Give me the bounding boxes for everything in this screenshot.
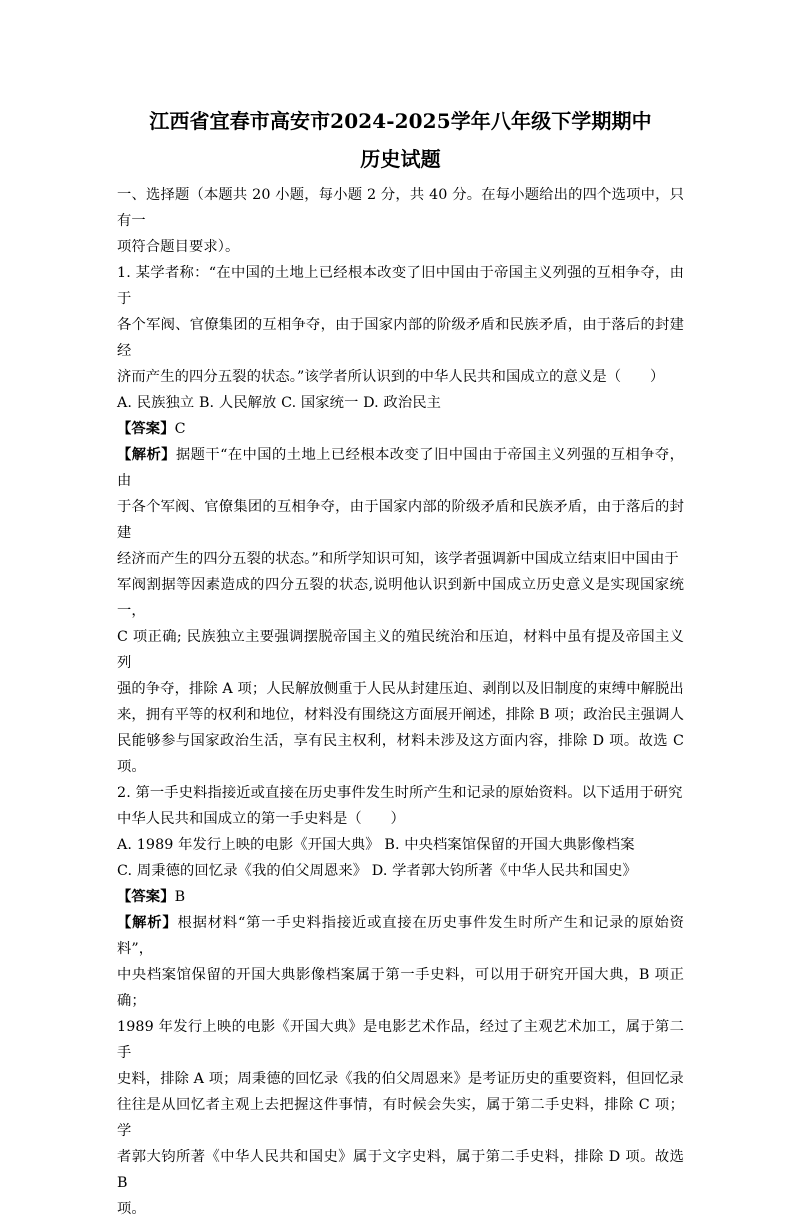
q2-answer-label: 【答案】 — [117, 889, 175, 905]
q1-analysis-line-7: 来，拥有平等的权利和地位，材料没有围绕这方面展开阐述，排除 B 项；政治民主强调人 — [117, 707, 684, 723]
q2-stem-line-2: 中华人民共和国成立的第一手史料是（ ） — [117, 811, 405, 827]
q2-analysis-label: 【解析】 — [117, 915, 178, 931]
q2-answer-value: B — [174, 889, 186, 905]
q2-analysis-line-4: 史料，排除 A 项；周秉德的回忆录《我的伯父周恩来》是考证历史的重要资料，但回忆录 — [117, 1071, 684, 1087]
q2-analysis-line-6: 者郭大钧所著《中华人民共和国史》属于文字史料，属于第二手史料，排除 D 项。故选 B — [117, 1149, 684, 1191]
q1-analysis-line-4: 军阀割据等因素造成的四分五裂的状态,说明他认识到新中国成立历史意义是实现国家统一， — [117, 577, 684, 619]
q1-analysis-text-1: 据题干“在中国的土地上已经根本改变了旧中国由于帝国主义列强的互相争夺，由 — [117, 447, 684, 489]
section-heading-line-1: 一、选择题（本题共 20 小题，每小题 2 分，共 40 分。在每小题给出的四个选项中，只有一 — [117, 187, 684, 229]
q1-analysis-line-1 — [117, 442, 684, 494]
title-line-1: 江西省宜春市高安市2024-2025学年八年级下学期期中 — [149, 109, 652, 133]
q1-stem-line-3: 济而产生的四分五裂的状态。”该学者所认识到的中华人民共和国成立的意义是（ ） — [117, 369, 665, 385]
q2-stem-line-1: 2. 第一手史料指接近或直接在历史事件发生时所产生和记录的原始资料。以下适用于研究 — [117, 785, 683, 801]
q2-analysis-text-1: 根据材料“第一手史料指接近或直接在历史事件发生时所产生和记录的原始资料”， — [117, 915, 684, 957]
q2-analysis-line-2: 中央档案馆保留的开国大典影像档案属于第一手史料，可以用于研究开国大典，B 项正确； — [117, 967, 684, 1009]
q2-analysis-line-3: 1989 年发行上映的电影《开国大典》是电影艺术作品，经过了主观艺术加工，属于第二手 — [117, 1019, 684, 1061]
q2-options-line-2: C. 周秉德的回忆录《我的伯父周恩来》 D. 学者郭大钧所著《中华人民共和国史》 — [117, 863, 637, 879]
q1-options: A. 民族独立 B. 人民解放 C. 国家统一 D. 政治民主 — [117, 395, 442, 411]
q1-analysis-line-8: 民能够参与国家政治生活，享有民主权利，材料未涉及这方面内容，排除 D 项。故选 C 项。 — [117, 733, 684, 775]
q1-analysis-line-3: 经济而产生的四分五裂的状态。”和所学知识可知，该学者强调新中国成立结束旧中国由于 — [117, 551, 679, 567]
q1-answer-value: C — [174, 421, 186, 437]
q1-answer — [117, 416, 684, 442]
title-line-2: 历史试题 — [360, 147, 441, 171]
q2-analysis-line-7: 项。 — [117, 1201, 146, 1217]
q1-analysis-line-5: C 项正确; 民族独立主要强调摆脱帝国主义的殖民统治和压迫，材料中虽有提及帝国主义列 — [117, 629, 684, 671]
q1-stem-line-2: 各个军阀、官僚集团的互相争夺，由于国家内部的阶级矛盾和民族矛盾，由于落后的封建经 — [117, 317, 684, 359]
q2-analysis-line-1 — [117, 910, 684, 962]
q2-analysis-line-5: 往往是从回忆者主观上去把握这件事情，有时候会失实，属于第二手史料，排除 C 项；学 — [117, 1097, 684, 1139]
q2-answer — [117, 884, 684, 910]
q2-options-line-1: A. 1989 年发行上映的电影《开国大典》 B. 中央档案馆保留的开国大典影像档案 — [117, 837, 635, 853]
q1-analysis-line-2: 于各个军阀、官僚集团的互相争夺，由于国家内部的阶级矛盾和民族矛盾，由于落后的封建 — [117, 499, 684, 541]
section-heading-line-2: 项符合题目要求）。 — [117, 239, 240, 255]
q1-analysis-label: 【解析】 — [117, 447, 176, 463]
q1-answer-label: 【答案】 — [117, 421, 175, 437]
q1-analysis-line-6: 强的争夺，排除 A 项；人民解放侧重于人民从封建压迫、剥削以及旧制度的束缚中解脱出 — [117, 681, 684, 697]
q1-stem-line-1: 1. 某学者称：“在中国的土地上已经根本改变了旧中国由于帝国主义列强的互相争夺，由于 — [117, 265, 684, 307]
